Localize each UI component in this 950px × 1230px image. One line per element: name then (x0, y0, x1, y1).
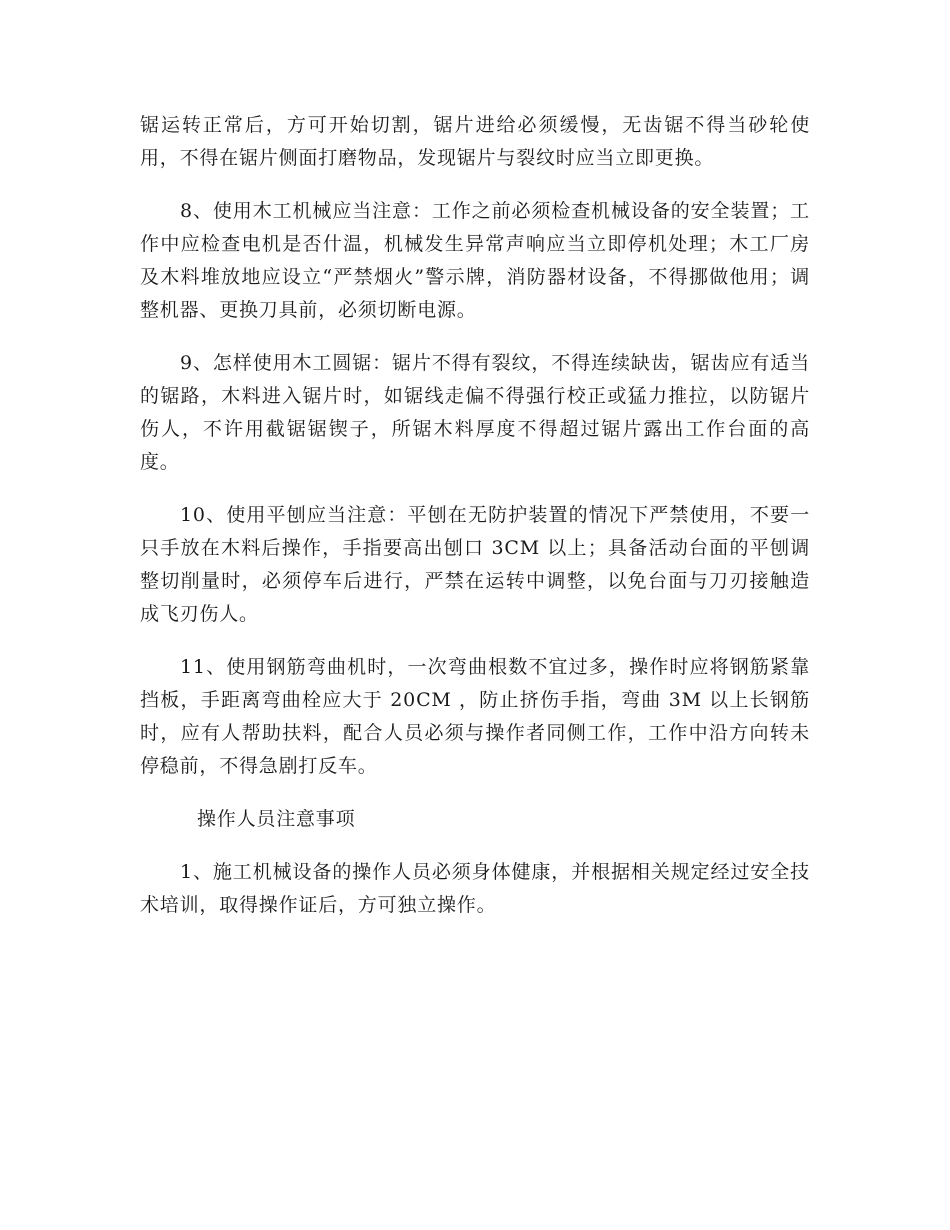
paragraph-item-11: 11、使用钢筋弯曲机时，一次弯曲根数不宜过多，操作时应将钢筋紧靠挡板，手距离弯曲栓应大于 20CM ，防止挤伤手指，弯曲 3M 以上长钢筋时，应有人帮助扶料，配合人员必须与操作者同侧工作，工作中沿方向转未停稳前，不得急剧打反车。 (140, 656, 810, 777)
paragraph-item-8: 8、使用木工机械应当注意：工作之前必须检查机械设备的安全装置；工作中应检查电机是否什温，机械发生异常声响应当立即停机处理；木工厂房及木料堆放地应设立“严禁烟火”警示牌，消防器材设备，不得挪做他用；调整机器、更换刀具前，必须切断电源。 (140, 200, 810, 321)
paragraph-item-9: 9、怎样使用木工圆锯：锯片不得有裂纹，不得连续缺齿，锯齿应有适当的锯路，木料进入锯片时，如锯线走偏不得强行校正或猛力推拉，以防锯片伤人，不许用截锯锯锲子，所锯木料厚度不得超过锯片露出工作台面的高度。 (140, 352, 810, 473)
paragraph-item-10: 10、使用平刨应当注意：平刨在无防护装置的情况下严禁使用，不要一只手放在木料后操作，手指要高出刨口 3CM 以上；具备活动台面的平刨调整切削量时，必须停车后进行，严禁在运转中调整，以免台面与刀刃接触造成飞刃伤人。 (140, 504, 810, 625)
document-body (140, 109, 810, 942)
paragraph-continuation: 锯运转正常后，方可开始切割，锯片进给必须缓慢，无齿锯不得当砂轮使用，不得在锯片侧面打磨物品，发现锯片与裂纹时应当立即更换。 (140, 114, 810, 169)
section-heading: 操作人员注意事项 (197, 808, 356, 830)
section-paragraph-item-1: 1、施工机械设备的操作人员必须身体健康，并根据相关规定经过安全技术培训，取得操作证后，方可独立操作。 (140, 861, 810, 916)
